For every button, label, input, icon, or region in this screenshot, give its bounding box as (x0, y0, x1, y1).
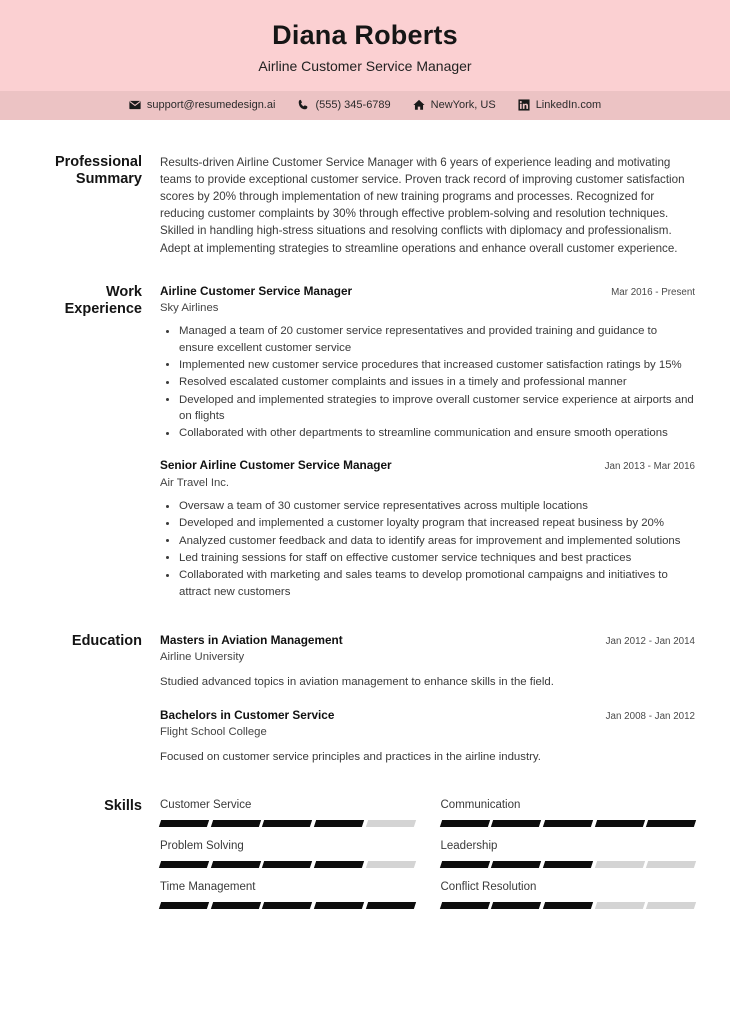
skill-name: Leadership (440, 839, 498, 852)
work-entry-title: Senior Airline Customer Service Manager (160, 458, 392, 473)
education-entry-header (160, 708, 695, 723)
work-entry-organization: Air Travel Inc. (160, 476, 230, 489)
education-entry-title: Bachelors in Customer Service (160, 707, 335, 722)
skill-segment (262, 861, 312, 868)
skill-name: Problem Solving (160, 839, 244, 852)
resume-body (0, 120, 730, 909)
skill-segment (543, 861, 593, 868)
skill-segment (594, 820, 644, 827)
skill-segment (491, 820, 541, 827)
skill-level-bar (160, 861, 415, 868)
section-label-line-1: Professional (54, 153, 142, 170)
skill-item (441, 798, 696, 827)
contact-linkedin-text: LinkedIn.com (535, 98, 602, 111)
list-item: Led training sessions for staff on effective customer service techniques and best practices (160, 550, 695, 566)
contact-phone-text: (555) 345-6789 (315, 98, 391, 111)
list-item: Developed and implemented a customer loyalty program that increased repeat business by 20% (160, 515, 695, 531)
list-item: Developed and implemented strategies to improve overall customer service experience at airports and on flights (160, 392, 695, 425)
work-entry-bullets (160, 323, 695, 441)
contact-email-text: support@resumedesign.ai (146, 98, 276, 111)
skill-segment (262, 820, 312, 827)
skill-segment (366, 902, 416, 909)
work-entry-bullets (160, 498, 695, 600)
skill-segment (439, 820, 489, 827)
section-label-line-2: Experience (64, 300, 142, 317)
skill-segment (439, 861, 489, 868)
skill-name: Conflict Resolution (440, 880, 537, 893)
work-entry-title: Airline Customer Service Manager (160, 283, 353, 298)
education-entry (160, 708, 695, 766)
work-entry (160, 284, 695, 442)
skill-item (160, 798, 415, 827)
skill-item (441, 880, 696, 909)
contact-email[interactable] (129, 99, 276, 111)
education-entry-title: Masters in Aviation Management (160, 632, 343, 647)
section-label-education: Education (71, 632, 142, 649)
skill-level-bar (441, 861, 696, 868)
skill-segment (159, 820, 209, 827)
section-education (35, 601, 695, 766)
list-item: Implemented new customer service procedures that increased customer satisfaction ratings by 15% (160, 357, 695, 373)
education-entry-description: Studied advanced topics in aviation management to enhance skills in the field. (160, 676, 554, 689)
skill-segment (159, 902, 209, 909)
contact-location-text: NewYork, US (430, 98, 496, 111)
envelope-icon (129, 99, 141, 111)
list-item: Oversaw a team of 30 customer service representatives across multiple locations (160, 498, 695, 514)
section-label-skills: Skills (104, 798, 142, 815)
education-entry-header (160, 633, 695, 648)
work-entry-date: Mar 2016 - Present (611, 286, 695, 298)
section-label-line-1: Work (106, 283, 142, 300)
skill-item (160, 880, 415, 909)
skill-level-bar (160, 820, 415, 827)
skill-segment (314, 861, 364, 868)
skill-segment (646, 902, 696, 909)
work-entry (160, 458, 695, 599)
skill-segment (366, 820, 416, 827)
skill-segment (594, 861, 644, 868)
skill-segment (211, 902, 261, 909)
skill-segment (314, 902, 364, 909)
skill-name: Time Management (160, 880, 256, 893)
skill-segment (262, 902, 312, 909)
professional-summary-text: Results-driven Airline Customer Service Manager with 6 years of experience leading and motivating teams to provide exceptional customer service. Proven track record of improving customer satisfaction scores by 20% through implementation of new training programs and processes. Recognized for reducing customer complaints by 30% through effective problem-solving and resolution techniques. Skilled in handling high-stress situations and resolving conflicts with diplomacy and professionalism. Adept at implementing strategies to streamline operations and enhance overall customer experience. (160, 155, 685, 255)
work-entry-organization: Sky Airlines (160, 302, 219, 315)
linkedin-icon (518, 99, 530, 111)
skill-segment (211, 861, 261, 868)
header-job-title: Airline Customer Service Manager (258, 58, 472, 75)
skill-segment (543, 820, 593, 827)
skills-grid (160, 798, 695, 909)
skill-item (441, 839, 696, 868)
section-label-work-experience (35, 284, 160, 318)
list-item: Collaborated with other departments to streamline communication and ensure smooth operations (160, 425, 695, 441)
skill-level-bar (441, 902, 696, 909)
skill-segment (366, 861, 416, 868)
contact-linkedin[interactable] (518, 99, 601, 111)
education-entry (160, 633, 695, 691)
education-entry-description: Focused on customer service principles and practices in the airline industry. (160, 751, 541, 764)
skill-segment (543, 902, 593, 909)
skill-name: Customer Service (160, 799, 252, 812)
skill-segment (594, 902, 644, 909)
contact-phone[interactable] (297, 99, 390, 111)
phone-icon (297, 99, 309, 111)
skill-level-bar (441, 820, 696, 827)
skill-name: Communication (440, 799, 521, 812)
section-professional-summary (35, 120, 695, 257)
skill-segment (159, 861, 209, 868)
list-item: Collaborated with marketing and sales teams to develop promotional campaigns and initiatives to attract new customers (160, 567, 695, 600)
skill-level-bar (160, 902, 415, 909)
education-entry-date: Jan 2008 - Jan 2012 (605, 710, 695, 722)
list-item: Resolved escalated customer complaints and issues in a timely and professional manner (160, 374, 695, 390)
skill-segment (646, 820, 696, 827)
section-label-professional-summary (35, 154, 160, 188)
section-work-experience (35, 257, 695, 601)
skill-segment (314, 820, 364, 827)
skill-segment (491, 861, 541, 868)
education-entry-organization: Flight School College (160, 726, 267, 739)
education-entry-organization: Airline University (160, 651, 245, 664)
skill-segment (439, 902, 489, 909)
skill-segment (646, 861, 696, 868)
work-entry-header (160, 284, 695, 299)
education-entry-date: Jan 2012 - Jan 2014 (605, 635, 695, 647)
skill-segment (211, 820, 261, 827)
resume-header (0, 0, 730, 91)
contact-bar (0, 91, 730, 120)
section-label-line-2: Summary (75, 170, 142, 187)
work-entry-header (160, 458, 695, 473)
home-icon (413, 99, 425, 111)
skill-segment (491, 902, 541, 909)
page-title: Diana Roberts (272, 20, 458, 50)
list-item: Analyzed customer feedback and data to identify areas for improvement and implemented solutions (160, 533, 695, 549)
work-entry-date: Jan 2013 - Mar 2016 (604, 461, 695, 473)
list-item: Managed a team of 20 customer service representatives and provided training and guidance to ensure excellent customer service (160, 323, 695, 356)
contact-location[interactable] (413, 99, 496, 111)
skill-item (160, 839, 415, 868)
section-skills (35, 766, 695, 909)
